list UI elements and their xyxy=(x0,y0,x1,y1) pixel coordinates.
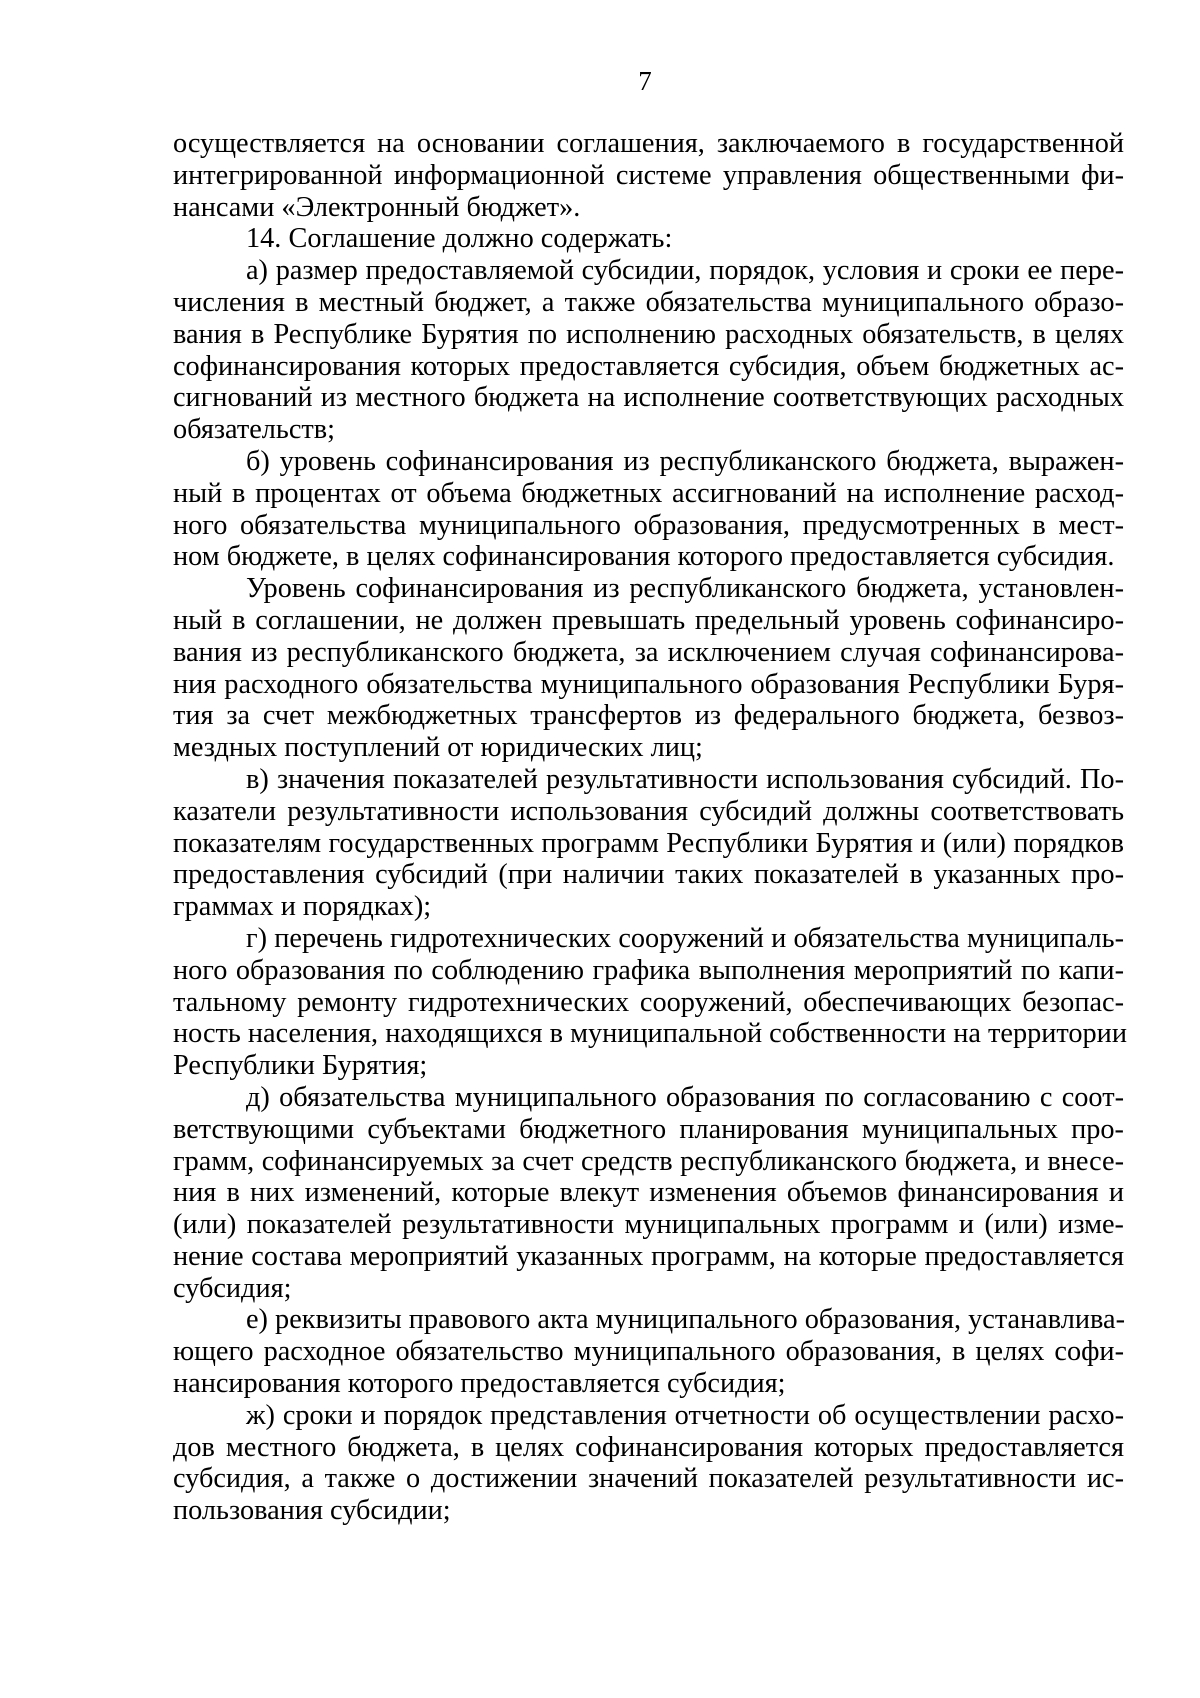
paragraph-line: обязательств; xyxy=(173,414,335,446)
paragraph-line: (или) показателей результативности муниципальных программ и (или) изме- xyxy=(173,1209,1124,1241)
paragraph-line: ж) сроки и порядок представления отчетности об осуществлении расхо- xyxy=(246,1399,1124,1431)
document-body xyxy=(173,128,1127,1527)
paragraph-line: ный в процентах от объема бюджетных ассигнований на исполнение расход- xyxy=(173,477,1124,509)
paragraph-line: мездных поступлений от юридических лиц; xyxy=(173,732,703,764)
paragraph-item-b xyxy=(173,446,1124,573)
paragraph-line: ный в соглашении, не должен превышать предельный уровень софинансиро- xyxy=(173,604,1124,636)
paragraph-line: ного образования по соблюдению графика выполнения мероприятий по капи- xyxy=(173,954,1124,986)
paragraph-line: тальному ремонту гидротехнических сооружений, обеспечивающих безопас- xyxy=(173,986,1124,1018)
paragraph-line: Уровень софинансирования из республиканского бюджета, установлен- xyxy=(246,573,1124,605)
paragraph-line: показателям государственных программ Республики Бурятия и (или) порядков xyxy=(173,827,1124,859)
paragraph-line: вания из республиканского бюджета, за исключением случая софинансирова- xyxy=(173,636,1124,668)
paragraph-line: нансирования которого предоставляется субсидия; xyxy=(173,1368,786,1400)
paragraph-line: б) уровень софинансирования из республиканского бюджета, выражен- xyxy=(246,445,1124,477)
paragraph-line: субсидия; xyxy=(173,1272,292,1304)
paragraph-line: сигнований из местного бюджета на исполнение соответствующих расходных xyxy=(173,382,1124,414)
paragraph-line: пользования субсидии; xyxy=(173,1495,451,1527)
paragraph-line: а) размер предоставляемой субсидии, порядок, условия и сроки ее пере- xyxy=(246,255,1124,287)
paragraph-line: дов местного бюджета, в целях софинансирования которых предоставляется xyxy=(173,1431,1124,1463)
paragraph-line: д) обязательства муниципального образования по согласованию с соот- xyxy=(246,1081,1124,1113)
paragraph-line: е) реквизиты правового акта муниципального образования, устанавлива- xyxy=(246,1304,1126,1336)
paragraph-line: тия за счет межбюджетных трансфертов из федерального бюджета, безвоз- xyxy=(173,700,1124,732)
paragraph-line: нение состава мероприятий указанных программ, на которые предоставляется xyxy=(173,1240,1124,1272)
paragraph-line: грамм, софинансируемых за счет средств республиканского бюджета, и внесе- xyxy=(173,1145,1124,1177)
paragraph-level xyxy=(173,573,1124,764)
paragraph-item-d xyxy=(173,1082,1124,1305)
paragraph-line: ном бюджете, в целях софинансирования которого предоставляется субсидия. xyxy=(173,541,1115,573)
paragraph-line: предоставления субсидий (при наличии таких показателей в указанных про- xyxy=(173,859,1124,891)
paragraph-line: вания в Республике Бурятия по исполнению расходных обязательств, в целях xyxy=(173,318,1124,350)
paragraph-line: осуществляется на основании соглашения, заключаемого в государственной xyxy=(173,128,1124,159)
paragraph-line: ния расходного обязательства муниципального образования Республики Буря- xyxy=(173,668,1124,700)
paragraph-line: граммах и порядках); xyxy=(173,891,432,923)
paragraph-line: интегрированной информационной системе управления общественными фи- xyxy=(173,159,1124,191)
paragraph-item-14 xyxy=(173,223,1124,255)
paragraph-item-a xyxy=(173,255,1124,446)
paragraph-intro xyxy=(173,128,1124,223)
paragraph-line: нансами «Электронный бюджет». xyxy=(173,191,581,223)
paragraph-line: софинансирования которых предоставляется субсидия, объем бюджетных ас- xyxy=(173,350,1124,382)
paragraph-line: ветствующими субъектами бюджетного планирования муниципальных про- xyxy=(173,1113,1124,1145)
paragraph-item-v xyxy=(173,764,1124,923)
paragraph-line: ность населения, находящихся в муниципальной собственности на территории xyxy=(173,1018,1127,1050)
paragraph-line: субсидия, а также о достижении значений показателей результативности ис- xyxy=(173,1463,1124,1495)
paragraph-line: г) перечень гидротехнических сооружений и обязательства муниципаль- xyxy=(246,922,1124,954)
paragraph-line: числения в местный бюджет, а также обязательства муниципального образо- xyxy=(173,286,1124,318)
paragraph-item-e xyxy=(173,1304,1124,1399)
paragraph-line: казатели результативности использования субсидий должны соответствовать xyxy=(173,795,1124,827)
paragraph-item-zh xyxy=(173,1400,1124,1527)
paragraph-item-g xyxy=(173,922,1127,1082)
paragraph-line: ного обязательства муниципального образования, предусмотренных в мест- xyxy=(173,509,1124,541)
page-number: 7 xyxy=(638,66,652,96)
paragraph-line: ющего расходное обязательство муниципального образования, в целях софи- xyxy=(173,1336,1124,1368)
paragraph-line: в) значения показателей результативности использования субсидий. По- xyxy=(246,763,1124,795)
paragraph-line: 14. Соглашение должно содержать: xyxy=(246,223,673,255)
paragraph-line: Республики Бурятия; xyxy=(173,1050,428,1082)
paragraph-line: ния в них изменений, которые влекут изменения объемов финансирования и xyxy=(173,1177,1124,1209)
